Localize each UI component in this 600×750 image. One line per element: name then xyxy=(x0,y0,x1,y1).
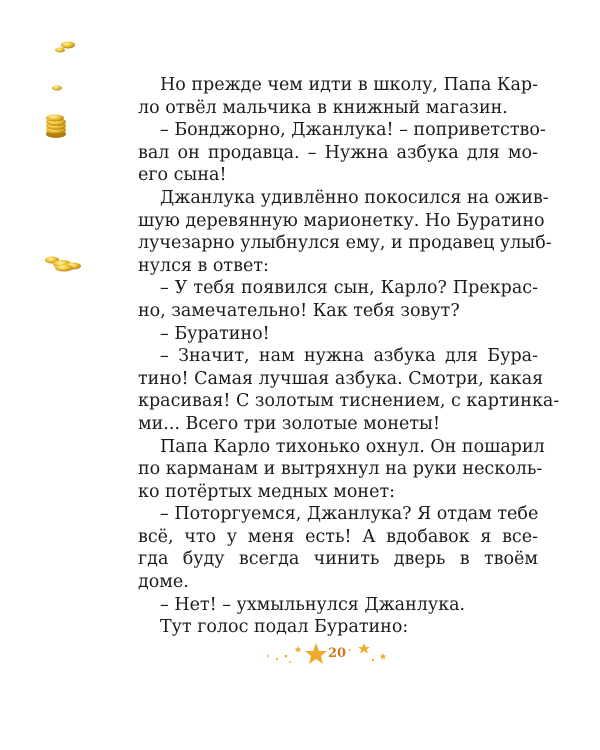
text-line: его сына! xyxy=(138,165,227,186)
sparkle-icon xyxy=(285,655,288,658)
text-line: всё, что у меня есть! А вдобавок я все- xyxy=(138,526,538,547)
text-line: шую деревянную марионетку. Но Буратино xyxy=(138,210,545,231)
text-line: – Поторгуемся, Джанлука? Я отдам тебе xyxy=(160,504,539,525)
star-icon xyxy=(295,646,302,653)
text-line: вал он продавца. – Нужна азбука для мо- xyxy=(138,142,538,163)
text-line: доме. xyxy=(138,572,189,593)
text-line: ко потёртых медных монет: xyxy=(138,481,396,502)
text-line: Но прежде чем идти в школу, Папа Кар- xyxy=(160,75,538,95)
text-line: ло отвёл мальчика в книжный магазин. xyxy=(138,97,508,118)
text-line: но, замечательно! Как тебя зовут? xyxy=(138,300,460,321)
text-line: красивая! С золотым тиснением, с картинка- xyxy=(138,391,560,412)
sparkle-icon xyxy=(372,659,374,661)
text-line: – Нет! – ухмыльнулся Джанлука. xyxy=(160,594,466,615)
text-line: – Буратино! xyxy=(160,323,270,344)
sparkle-icon xyxy=(267,655,269,657)
text-line: гда буду всегда чинить дверь в твоём xyxy=(138,549,538,570)
text-line: тино! Самая лучшая азбука. Смотри, какая xyxy=(138,368,544,389)
text-line: лучезарно улыбнулся ему, и продавец улыб- xyxy=(138,233,552,254)
star-icon xyxy=(380,653,387,660)
text-line: Тут голос подал Буратино: xyxy=(160,617,409,638)
star-icon xyxy=(305,643,327,664)
text-line: нулся в ответ: xyxy=(138,255,269,276)
star-icon xyxy=(358,643,370,654)
text-line: – У тебя появился сын, Карло? Прекрас- xyxy=(160,278,538,299)
text-line: Папа Карло тихонько охнул. Он пошарил xyxy=(160,436,545,457)
text-line: – Бонджорно, Джанлука! – поприветство- xyxy=(160,120,546,141)
text-line: Джанлука удивлённо покосился на ожив- xyxy=(160,187,549,208)
text-line: ми... Всего три золотые монеты! xyxy=(138,413,440,434)
sparkle-icon xyxy=(349,649,351,651)
text-line: по карманам и вытряхнул на руки несколь- xyxy=(138,459,543,480)
sparkle-icon xyxy=(276,658,278,660)
page-number: 20 xyxy=(328,646,347,661)
sparkle-icon xyxy=(289,661,291,663)
text-line: – Значит, нам нужна азбука для Бура- xyxy=(160,346,538,367)
